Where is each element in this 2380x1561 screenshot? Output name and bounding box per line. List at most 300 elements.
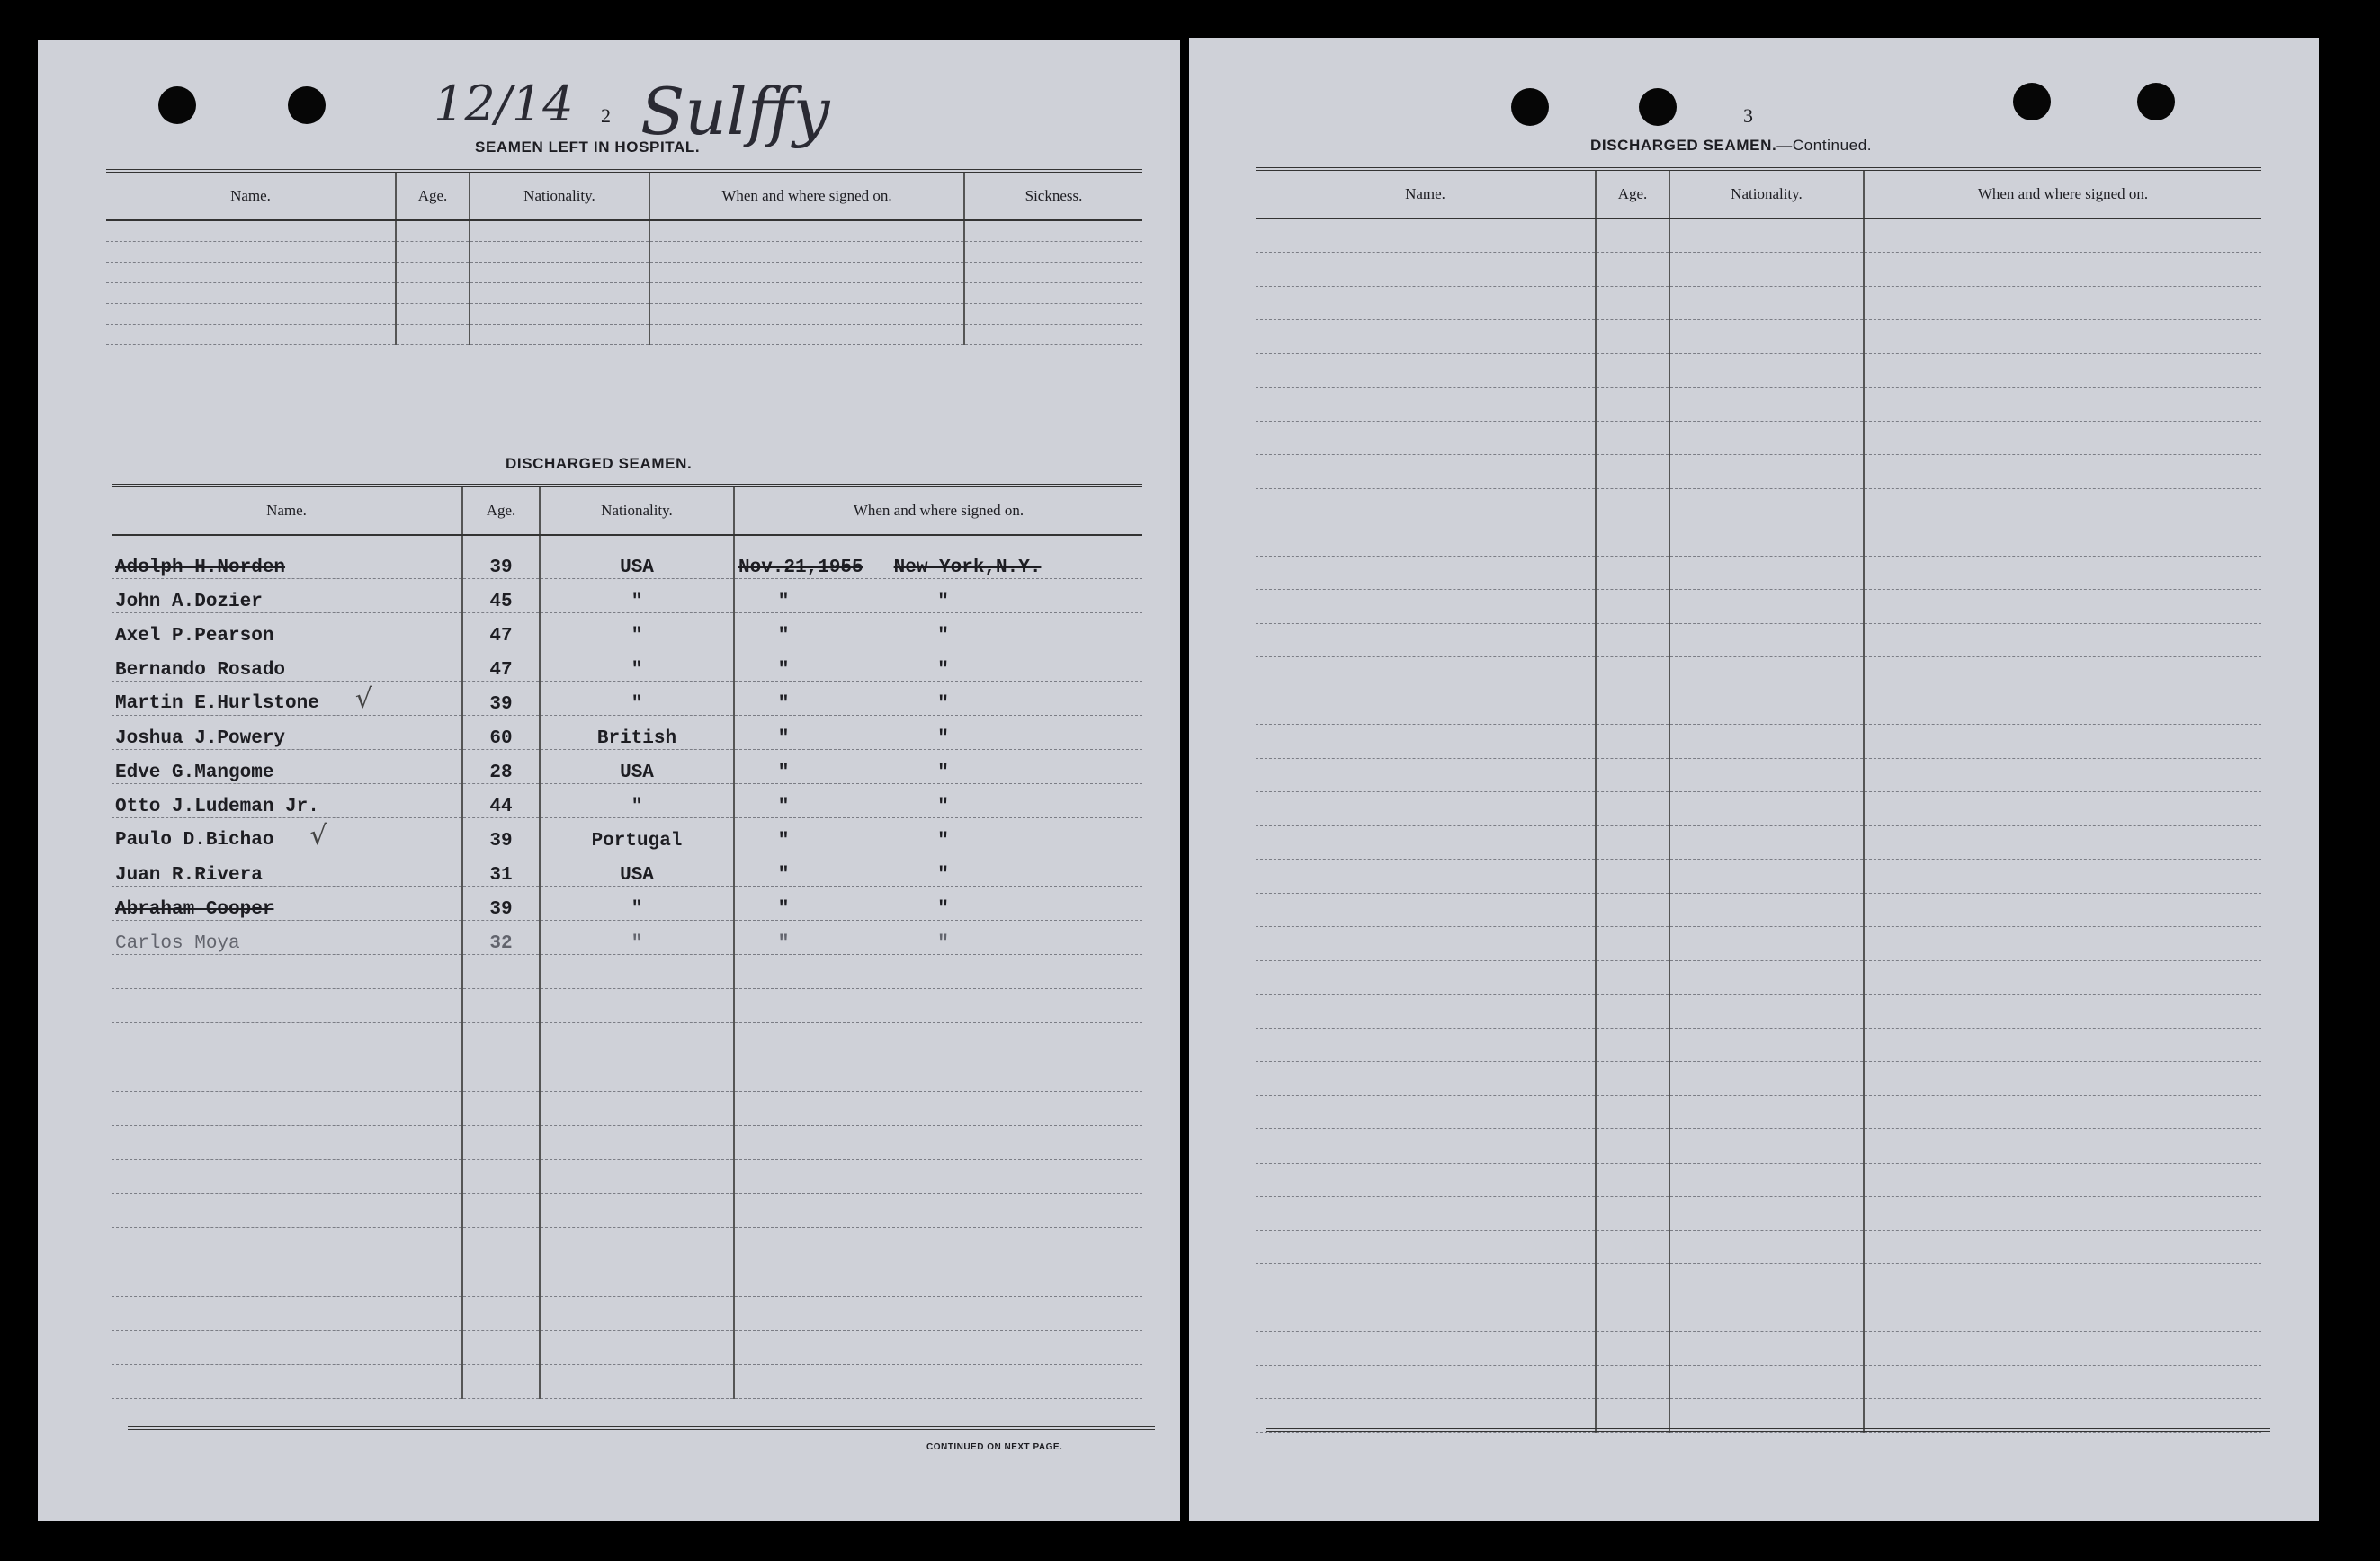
- seaman-name: [112, 886, 462, 920]
- empty-cell: [649, 241, 964, 262]
- empty-cell: [112, 1193, 462, 1227]
- continued-note: CONTINUED ON NEXT PAGE.: [926, 1442, 1063, 1452]
- table-row: [1256, 556, 2261, 590]
- empty-cell: [1864, 792, 2261, 826]
- column-header-name: Name.: [106, 171, 396, 220]
- seaman-age: 39: [462, 535, 540, 578]
- empty-cell: [1256, 522, 1596, 557]
- discharged-section-title: DISCHARGED SEAMEN.: [506, 455, 693, 472]
- empty-cell: [1864, 758, 2261, 792]
- empty-cell: [1596, 1129, 1669, 1164]
- empty-cell: [470, 282, 649, 303]
- seaman-age: 31: [462, 852, 540, 886]
- empty-cell: [1864, 860, 2261, 894]
- seaman-nationality: USA: [540, 749, 734, 783]
- empty-cell: [1669, 353, 1864, 388]
- table-row: [1256, 1264, 2261, 1298]
- signed-on-date: ": [777, 591, 790, 612]
- empty-cell: [1256, 455, 1596, 489]
- empty-cell: [112, 1125, 462, 1159]
- hospital-section-title: SEAMEN LEFT IN HOSPITAL.: [475, 138, 701, 156]
- empty-cell: [734, 1125, 1142, 1159]
- signed-on-date: ": [777, 796, 790, 817]
- seaman-name-text: Martin E.Hurlstone: [115, 692, 319, 714]
- table-row: [1256, 421, 2261, 455]
- signed-on-place: ": [937, 727, 949, 749]
- signed-on-date: ": [777, 932, 790, 954]
- empty-cell: [1596, 388, 1669, 422]
- empty-cell: [734, 1262, 1142, 1296]
- seaman-name: [112, 852, 462, 886]
- empty-cell: [649, 262, 964, 282]
- empty-cell: [1256, 623, 1596, 657]
- empty-cell: [112, 1364, 462, 1398]
- table-row: [1256, 1332, 2261, 1366]
- table-header-row: [106, 171, 1142, 220]
- empty-cell: [462, 1091, 540, 1125]
- empty-cell: [106, 303, 396, 324]
- signed-on-date: ": [777, 727, 790, 749]
- table-row: [112, 852, 1142, 886]
- punch-hole: [158, 86, 196, 124]
- column-header-nationality: Nationality.: [1669, 169, 1864, 219]
- table-row: [106, 324, 1142, 344]
- table-row: [106, 303, 1142, 324]
- spacer: [882, 558, 894, 578]
- table-row: [1256, 995, 2261, 1029]
- seaman-signed-on: [734, 578, 1142, 612]
- seaman-signed-on: [734, 612, 1142, 647]
- table-row: [1256, 1298, 2261, 1332]
- punch-hole: [288, 86, 326, 124]
- empty-cell: [540, 1125, 734, 1159]
- column-header-signed-on: When and where signed on.: [1864, 169, 2261, 219]
- signed-on-place: New York,N.Y.: [893, 557, 1042, 578]
- empty-cell: [540, 988, 734, 1022]
- empty-cell: [734, 988, 1142, 1022]
- table-row: [1256, 388, 2261, 422]
- empty-cell: [1596, 1062, 1669, 1096]
- seaman-nationality: ": [540, 647, 734, 681]
- seaman-nationality: British: [540, 715, 734, 749]
- empty-cell: [1596, 1298, 1669, 1332]
- seaman-nationality: ": [540, 783, 734, 817]
- empty-cell: [1669, 320, 1864, 354]
- empty-cell: [1256, 1230, 1596, 1264]
- table-row: [106, 282, 1142, 303]
- table-row: [112, 1364, 1142, 1398]
- table-row: [1256, 657, 2261, 691]
- column-header-name: Name.: [112, 486, 462, 535]
- signed-on-date: ": [777, 693, 790, 715]
- table-row: [1256, 691, 2261, 725]
- empty-cell: [1596, 1230, 1669, 1264]
- empty-cell: [1669, 623, 1864, 657]
- empty-cell: [1669, 860, 1864, 894]
- seaman-nationality: USA: [540, 852, 734, 886]
- empty-cell: [1256, 893, 1596, 927]
- page-number: 3: [1743, 104, 1753, 127]
- seaman-signed-on: [734, 647, 1142, 681]
- empty-cell: [1669, 691, 1864, 725]
- seaman-nationality: Portugal: [540, 817, 734, 852]
- empty-cell: [540, 1296, 734, 1330]
- seaman-nationality: ": [540, 578, 734, 612]
- empty-cell: [112, 1091, 462, 1125]
- empty-cell: [1256, 725, 1596, 759]
- empty-cell: [470, 220, 649, 241]
- empty-cell: [540, 1262, 734, 1296]
- empty-cell: [112, 1022, 462, 1057]
- empty-cell: [734, 1022, 1142, 1057]
- empty-cell: [1256, 995, 1596, 1029]
- check-mark: √: [354, 682, 372, 715]
- table-row: [1256, 960, 2261, 995]
- table-row: [112, 1159, 1142, 1193]
- signed-on-date: Nov.21,1955: [738, 557, 863, 578]
- empty-cell: [1669, 388, 1864, 422]
- empty-cell: [1669, 1197, 1864, 1231]
- table-row: [112, 920, 1142, 954]
- empty-cell: [112, 1227, 462, 1262]
- empty-cell: [1669, 995, 1864, 1029]
- spacer: [828, 797, 840, 817]
- empty-cell: [1256, 960, 1596, 995]
- empty-cell: [1669, 1095, 1864, 1129]
- empty-cell: [1256, 1028, 1596, 1062]
- spacer: [828, 763, 840, 783]
- empty-cell: [1256, 253, 1596, 287]
- empty-cell: [1256, 691, 1596, 725]
- empty-cell: [1596, 219, 1669, 253]
- empty-cell: [540, 1193, 734, 1227]
- empty-cell: [540, 1022, 734, 1057]
- table-row: [112, 783, 1142, 817]
- seaman-signed-on: [734, 852, 1142, 886]
- table-row: [112, 1227, 1142, 1262]
- seaman-signed-on: [734, 535, 1142, 578]
- empty-cell: [112, 954, 462, 988]
- empty-cell: [1864, 927, 2261, 961]
- empty-cell: [649, 282, 964, 303]
- spacer: [828, 899, 840, 920]
- check-mark: √: [309, 819, 327, 852]
- empty-cell: [1669, 488, 1864, 522]
- seaman-name-text: Joshua J.Powery: [115, 727, 286, 749]
- table-row: [1256, 590, 2261, 624]
- empty-cell: [1864, 320, 2261, 354]
- empty-cell: [470, 262, 649, 282]
- table-row: [112, 578, 1142, 612]
- seaman-name-text: Otto J.Ludeman Jr.: [115, 796, 319, 817]
- spacer: [828, 865, 840, 886]
- empty-cell: [1864, 253, 2261, 287]
- table-row: [1256, 1230, 2261, 1264]
- empty-cell: [1864, 488, 2261, 522]
- empty-cell: [1864, 691, 2261, 725]
- empty-cell: [1864, 1129, 2261, 1164]
- punch-hole: [1639, 88, 1677, 126]
- signed-on-place: ": [937, 898, 949, 920]
- empty-cell: [1256, 353, 1596, 388]
- table-row: [1256, 1197, 2261, 1231]
- empty-cell: [1864, 388, 2261, 422]
- seaman-nationality: ": [540, 681, 734, 715]
- seaman-name-text: Edve G.Mangome: [115, 762, 274, 783]
- empty-cell: [396, 324, 470, 344]
- table-row: [1256, 253, 2261, 287]
- table-row: [112, 1262, 1142, 1296]
- empty-cell: [649, 220, 964, 241]
- table-header-row: [112, 486, 1142, 535]
- seaman-age: 44: [462, 783, 540, 817]
- empty-cell: [1596, 623, 1669, 657]
- seaman-age: 39: [462, 681, 540, 715]
- empty-cell: [1669, 1230, 1864, 1264]
- column-header-signed-on: When and where signed on.: [734, 486, 1142, 535]
- signed-on-date: ": [777, 625, 790, 647]
- empty-cell: [964, 324, 1142, 344]
- column-header-nationality: Nationality.: [540, 486, 734, 535]
- signed-on-date: ": [777, 762, 790, 783]
- empty-cell: [1596, 320, 1669, 354]
- empty-cell: [462, 1193, 540, 1227]
- seaman-signed-on: [734, 783, 1142, 817]
- empty-cell: [1596, 758, 1669, 792]
- empty-cell: [1669, 825, 1864, 860]
- seaman-name-text: Bernando Rosado: [115, 659, 286, 681]
- empty-cell: [1256, 1264, 1596, 1298]
- signed-on-place: ": [937, 625, 949, 647]
- table-row: [1256, 219, 2261, 253]
- empty-cell: [1256, 1095, 1596, 1129]
- empty-cell: [106, 282, 396, 303]
- empty-cell: [1596, 590, 1669, 624]
- empty-cell: [470, 324, 649, 344]
- empty-cell: [1596, 455, 1669, 489]
- empty-cell: [1864, 825, 2261, 860]
- table-row: [1256, 1163, 2261, 1197]
- table-row: [1256, 1095, 2261, 1129]
- empty-cell: [1669, 1062, 1864, 1096]
- empty-cell: [462, 1022, 540, 1057]
- empty-cell: [540, 1227, 734, 1262]
- seaman-name: [112, 749, 462, 783]
- empty-cell: [1864, 353, 2261, 388]
- empty-cell: [1669, 421, 1864, 455]
- empty-cell: [1256, 590, 1596, 624]
- empty-cell: [1596, 1197, 1669, 1231]
- table-row: [112, 1330, 1142, 1364]
- empty-cell: [1669, 455, 1864, 489]
- empty-cell: [1864, 455, 2261, 489]
- empty-cell: [1669, 253, 1864, 287]
- empty-cell: [1256, 1062, 1596, 1096]
- empty-cell: [964, 262, 1142, 282]
- table-row: [112, 1125, 1142, 1159]
- handwritten-number: 12/14: [434, 76, 574, 132]
- seaman-signed-on: [734, 681, 1142, 715]
- empty-cell: [1256, 657, 1596, 691]
- empty-cell: [1864, 219, 2261, 253]
- empty-cell: [1596, 725, 1669, 759]
- seaman-signed-on: [734, 886, 1142, 920]
- empty-cell: [964, 303, 1142, 324]
- seaman-name: [112, 920, 462, 954]
- empty-cell: [1596, 893, 1669, 927]
- empty-cell: [1669, 522, 1864, 557]
- empty-cell: [1669, 1298, 1864, 1332]
- empty-cell: [462, 1125, 540, 1159]
- table-row: [1256, 455, 2261, 489]
- empty-cell: [1864, 1230, 2261, 1264]
- empty-cell: [1864, 1095, 2261, 1129]
- empty-cell: [1596, 556, 1669, 590]
- empty-cell: [1864, 623, 2261, 657]
- signed-on-place: ": [937, 591, 949, 612]
- signed-on-date: ": [777, 659, 790, 681]
- table-row: [1256, 353, 2261, 388]
- seaman-age: 47: [462, 612, 540, 647]
- bottom-rule: [128, 1426, 1155, 1430]
- right-page: [1189, 38, 2319, 1521]
- column-header-age: Age.: [1596, 169, 1669, 219]
- page-number: 2: [601, 104, 611, 127]
- empty-cell: [540, 954, 734, 988]
- column-header-nationality: Nationality.: [470, 171, 649, 220]
- empty-cell: [112, 1159, 462, 1193]
- signed-on-place: ": [937, 932, 949, 954]
- seaman-nationality: USA: [540, 535, 734, 578]
- seaman-age: 60: [462, 715, 540, 749]
- empty-cell: [1864, 590, 2261, 624]
- empty-cell: [1256, 1298, 1596, 1332]
- empty-cell: [112, 1262, 462, 1296]
- column-header-age: Age.: [462, 486, 540, 535]
- empty-cell: [1596, 253, 1669, 287]
- seaman-name-text: Paulo D.Bichao: [115, 829, 274, 851]
- seaman-name-text: John A.Dozier: [115, 591, 263, 612]
- seaman-name: [112, 535, 462, 578]
- punch-hole: [1511, 88, 1549, 126]
- empty-cell: [1669, 758, 1864, 792]
- empty-cell: [1256, 421, 1596, 455]
- seaman-nationality: ": [540, 886, 734, 920]
- empty-cell: [964, 220, 1142, 241]
- empty-cell: [106, 241, 396, 262]
- empty-cell: [1596, 927, 1669, 961]
- empty-cell: [540, 1364, 734, 1398]
- empty-cell: [1669, 1129, 1864, 1164]
- empty-cell: [1596, 657, 1669, 691]
- empty-cell: [396, 220, 470, 241]
- empty-cell: [1596, 1264, 1669, 1298]
- seaman-name-text: Juan R.Rivera: [115, 864, 263, 886]
- empty-cell: [1596, 1332, 1669, 1366]
- seaman-nationality: ": [540, 920, 734, 954]
- empty-cell: [1256, 556, 1596, 590]
- section-title-suffix: —Continued.: [1776, 137, 1873, 154]
- empty-cell: [1864, 893, 2261, 927]
- signed-on-date: ": [777, 864, 790, 886]
- empty-cell: [1669, 556, 1864, 590]
- empty-cell: [1596, 960, 1669, 995]
- empty-cell: [112, 1057, 462, 1091]
- empty-cell: [1596, 421, 1669, 455]
- empty-cell: [1864, 1062, 2261, 1096]
- table-row: [112, 612, 1142, 647]
- empty-cell: [1669, 792, 1864, 826]
- empty-cell: [1669, 286, 1864, 320]
- empty-cell: [106, 262, 396, 282]
- empty-cell: [1864, 995, 2261, 1029]
- empty-cell: [1256, 1129, 1596, 1164]
- empty-cell: [1596, 353, 1669, 388]
- empty-cell: [1596, 792, 1669, 826]
- empty-cell: [1596, 286, 1669, 320]
- seaman-name: [112, 578, 462, 612]
- empty-cell: [112, 1330, 462, 1364]
- seaman-age: 32: [462, 920, 540, 954]
- empty-cell: [1864, 421, 2261, 455]
- empty-cell: [1669, 1365, 1864, 1399]
- signed-on-place: ": [937, 693, 949, 715]
- empty-cell: [1256, 927, 1596, 961]
- seaman-age: 39: [462, 817, 540, 852]
- empty-cell: [396, 241, 470, 262]
- table-row: [1256, 927, 2261, 961]
- table-row: [112, 1091, 1142, 1125]
- signed-on-place: ": [937, 796, 949, 817]
- empty-cell: [1256, 219, 1596, 253]
- table-row: [106, 241, 1142, 262]
- empty-cell: [540, 1159, 734, 1193]
- empty-cell: [1864, 1332, 2261, 1366]
- empty-cell: [964, 241, 1142, 262]
- empty-cell: [1864, 1197, 2261, 1231]
- empty-cell: [470, 241, 649, 262]
- table-row: [112, 681, 1142, 715]
- signed-on-place: ": [937, 830, 949, 852]
- table-row: [112, 647, 1142, 681]
- empty-cell: [462, 1296, 540, 1330]
- table-row: [1256, 1365, 2261, 1399]
- bottom-rule: [1266, 1428, 2270, 1432]
- column-header-name: Name.: [1256, 169, 1596, 219]
- empty-cell: [734, 1364, 1142, 1398]
- empty-cell: [734, 1330, 1142, 1364]
- seaman-signed-on: [734, 920, 1142, 954]
- table-row: [1256, 1028, 2261, 1062]
- empty-cell: [964, 282, 1142, 303]
- empty-cell: [1596, 1365, 1669, 1399]
- empty-cell: [462, 1262, 540, 1296]
- punch-hole: [2137, 83, 2175, 120]
- empty-cell: [1864, 725, 2261, 759]
- table-row: [1256, 286, 2261, 320]
- empty-cell: [734, 1159, 1142, 1193]
- empty-cell: [112, 1296, 462, 1330]
- column-header-signed-on: When and where signed on.: [649, 171, 964, 220]
- handwritten-signature: Sulffy: [640, 74, 830, 149]
- table-row: [112, 817, 1142, 852]
- seaman-nationality: ": [540, 612, 734, 647]
- empty-cell: [1256, 320, 1596, 354]
- seaman-signed-on: [734, 749, 1142, 783]
- table-row: [112, 535, 1142, 578]
- empty-cell: [1596, 995, 1669, 1029]
- empty-cell: [462, 988, 540, 1022]
